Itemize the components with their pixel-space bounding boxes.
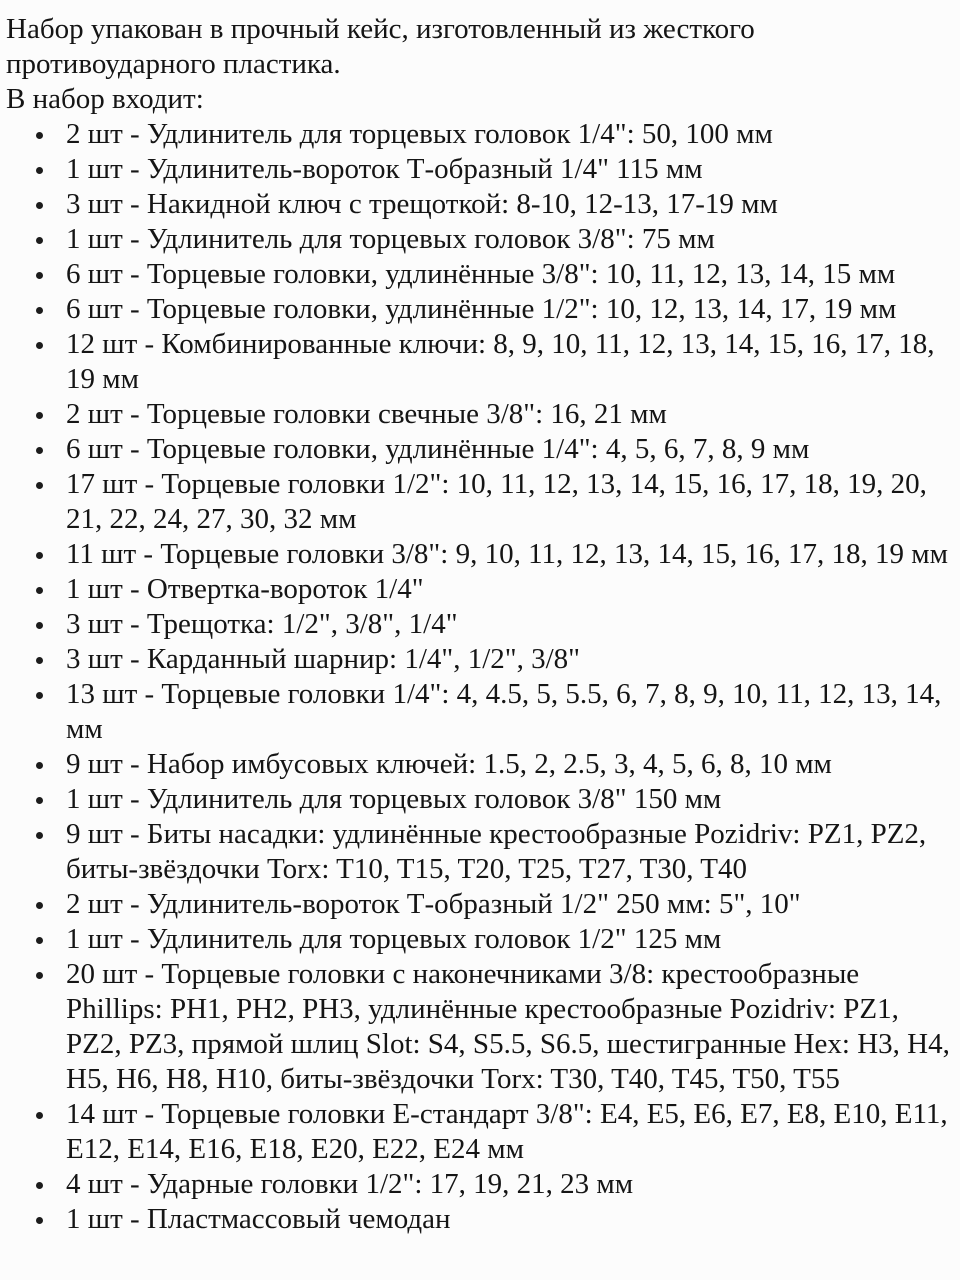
- list-item: [6, 1202, 954, 1237]
- list-item-text: 1 шт - Отвертка-вороток 1/4": [66, 573, 424, 605]
- list-item-text: 11 шт - Торцевые головки 3/8": 9, 10, 11, 12, 13, 14, 15, 16, 17, 18, 19 мм: [66, 538, 948, 570]
- bullet-icon: [36, 832, 43, 839]
- list-item: [6, 887, 954, 922]
- list-item: [6, 817, 954, 887]
- bullet-icon: [36, 1217, 43, 1224]
- list-item: [6, 922, 954, 957]
- bullet-icon: [36, 902, 43, 909]
- list-heading: В набор входит:: [6, 83, 204, 115]
- list-item: [6, 1097, 954, 1167]
- bullet-icon: [36, 797, 43, 804]
- list-item-text: 14 шт - Торцевые головки Е-стандарт 3/8": E4, E5, E6, E7, E8, E10, E11, E12, E14, E16, E18, E20, E22, E24 мм: [66, 1098, 948, 1165]
- bullet-icon: [36, 622, 43, 629]
- list-item: [6, 432, 954, 467]
- list-item: [6, 642, 954, 677]
- bullet-icon: [36, 552, 43, 559]
- bullet-icon: [36, 692, 43, 699]
- list-item-text: 3 шт - Трещотка: 1/2", 3/8", 1/4": [66, 608, 458, 640]
- list-item: [6, 397, 954, 432]
- list-item: [6, 152, 954, 187]
- list-item: [6, 117, 954, 152]
- list-item-text: 1 шт - Удлинитель для торцевых головок 3/8" 150 мм: [66, 783, 722, 815]
- list-item-text: 4 шт - Ударные головки 1/2": 17, 19, 21, 23 мм: [66, 1168, 634, 1200]
- bullet-icon: [36, 272, 43, 279]
- list-item: [6, 572, 954, 607]
- bullet-icon: [36, 762, 43, 769]
- list-item-text: 3 шт - Накидной ключ с трещоткой: 8-10, 12-13, 17-19 мм: [66, 188, 778, 220]
- bullet-icon: [36, 1112, 43, 1119]
- bullet-icon: [36, 657, 43, 664]
- bullet-icon: [36, 972, 43, 979]
- list-item-text: 6 шт - Торцевые головки, удлинённые 1/4": 4, 5, 6, 7, 8, 9 мм: [66, 433, 810, 465]
- list-item-text: 1 шт - Удлинитель для торцевых головок 1/2" 125 мм: [66, 923, 722, 955]
- list-item-text: 2 шт - Удлинитель-вороток Т-образный 1/2" 250 мм: 5", 10": [66, 888, 801, 920]
- list-item: [6, 257, 954, 292]
- bullet-icon: [36, 412, 43, 419]
- list-item: [6, 187, 954, 222]
- bullet-icon: [36, 587, 43, 594]
- list-item-text: 2 шт - Удлинитель для торцевых головок 1/4": 50, 100 мм: [66, 118, 773, 150]
- intro-paragraph: Набор упакован в прочный кейс, изготовленный из жесткого противоударного пластика.: [6, 13, 755, 80]
- bullet-icon: [36, 482, 43, 489]
- list-item: [6, 607, 954, 642]
- list-item: [6, 467, 954, 537]
- bullet-icon: [36, 447, 43, 454]
- list-item: [6, 747, 954, 782]
- list-item-text: 9 шт - Набор имбусовых ключей: 1.5, 2, 2.5, 3, 4, 5, 6, 8, 10 мм: [66, 748, 832, 780]
- bullet-icon: [36, 307, 43, 314]
- list-item: [6, 327, 954, 397]
- bullet-icon: [36, 342, 43, 349]
- list-item: [6, 537, 954, 572]
- list-item: [6, 1167, 954, 1202]
- list-item-text: 2 шт - Торцевые головки свечные 3/8": 16, 21 мм: [66, 398, 667, 430]
- list-item-text: 6 шт - Торцевые головки, удлинённые 1/2": 10, 12, 13, 14, 17, 19 мм: [66, 293, 897, 325]
- bullet-icon: [36, 202, 43, 209]
- list-item: [6, 677, 954, 747]
- list-item-text: 12 шт - Комбинированные ключи: 8, 9, 10, 11, 12, 13, 14, 15, 16, 17, 18, 19 мм: [66, 328, 935, 395]
- intro-section: [6, 12, 954, 117]
- list-item-text: 1 шт - Удлинитель-вороток Т-образный 1/4" 115 мм: [66, 153, 703, 185]
- list-item: [6, 222, 954, 257]
- list-item: [6, 292, 954, 327]
- list-item-text: 17 шт - Торцевые головки 1/2": 10, 11, 12, 13, 14, 15, 16, 17, 18, 19, 20, 21, 22, 24, 27, 30, 32 мм: [66, 468, 927, 535]
- bullet-icon: [36, 132, 43, 139]
- list-item-text: 9 шт - Биты насадки: удлинённые крестообразные Pozidriv: PZ1, PZ2, биты-звёздочки Torx: T10, T15, T20, T25, T27, T30, T40: [66, 818, 927, 885]
- bullet-icon: [36, 937, 43, 944]
- bullet-icon: [36, 1182, 43, 1189]
- bullet-icon: [36, 237, 43, 244]
- list-item-text: 20 шт - Торцевые головки с наконечниками 3/8: крестообразные Phillips: PH1, PH2, PH3, удлинённые крестообразные Pozidriv: PZ1, PZ2, PZ3, прямой шлиц Slot: S4, S5.5, S6.5, шестигранные Hex: H3, H4, H5, H6, H8, H10, биты-звёздочки Torx: T30, T40, T45, T50, T55: [66, 958, 950, 1095]
- list-item-text: 1 шт - Удлинитель для торцевых головок 3/8": 75 мм: [66, 223, 715, 255]
- list-item: [6, 957, 954, 1097]
- list-item-text: 13 шт - Торцевые головки 1/4": 4, 4.5, 5, 5.5, 6, 7, 8, 9, 10, 11, 12, 13, 14, мм: [66, 678, 942, 745]
- list-item-text: 1 шт - Пластмассовый чемодан: [66, 1203, 451, 1235]
- kit-contents-list: [6, 117, 954, 1237]
- list-item: [6, 782, 954, 817]
- list-item-text: 3 шт - Карданный шарнир: 1/4", 1/2", 3/8": [66, 643, 581, 675]
- bullet-icon: [36, 167, 43, 174]
- list-item-text: 6 шт - Торцевые головки, удлинённые 3/8": 10, 11, 12, 13, 14, 15 мм: [66, 258, 896, 290]
